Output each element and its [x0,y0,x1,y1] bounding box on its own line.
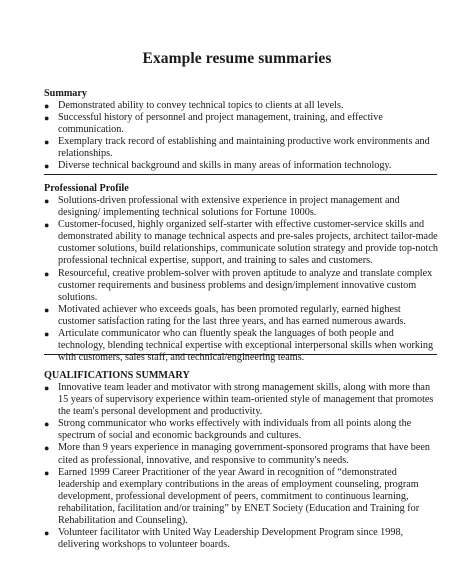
qualifications-list [44,382,439,551]
bullet-icon: ● [44,137,50,148]
bullet-icon: ● [44,161,50,172]
list-item: ● Articulate communicator who can fluently speak the languages of both people and technology, blending technical expertise with exceptional interpersonal skills when working with customers, sales staff, and technical/engineering teams. [44,328,434,364]
list-item: ● Successful history of personnel and project management, training, and effective communication. [44,112,383,136]
bullet-icon: ● [44,443,50,454]
list-item: ● Exemplary track record of establishing and maintaining productive work environments and relationships. [44,136,430,160]
page-title: Example resume summaries [142,50,332,67]
bullet-icon: ● [44,196,50,206]
section-qualifications-summary [44,370,439,551]
list-item: ● Innovative team leader and motivator with strong management skills, along with more than 15 years of supervisory experience within team-oriented style of management that promotes the team's personal development and productivity. [44,382,434,418]
profile-list [44,195,439,364]
bullet-icon: ● [44,113,50,124]
list-item: ● More than 9 years experience in managing government-sponsored programs that have been cited as professional, innovative, and responsive to community's needs. [44,442,430,466]
section-heading: QUALIFICATIONS SUMMARY [44,370,190,381]
bullet-icon: ● [44,329,50,340]
bullet-icon: ● [44,528,50,539]
bullet-icon: ● [44,268,50,279]
section-heading: Summary [44,88,88,99]
list-item: ● Strong communicator who works effectively with individuals from all points along the spectrum of social and economic backgrounds and cultures. [44,418,412,442]
section-heading: Professional Profile [44,183,129,194]
list-item: ● Volunteer facilitator with United Way Leadership Development Program since 1998, delivering workshops to volunteer boards. [44,527,404,551]
section-divider [44,174,437,175]
bullet-icon: ● [44,419,50,430]
list-item: ● Demonstrated ability to convey technical topics to clients at all levels. [44,100,344,111]
bullet-icon: ● [44,304,50,315]
bullet-icon: ● [44,383,50,393]
list-item: ● Diverse technical background and skills in many areas of information technology. [44,160,392,172]
bullet-icon: ● [44,467,50,478]
list-item: ● Earned 1999 Career Practitioner of the year Award in recognition of “demonstrated leadership and exemplary contributions in the areas of employment counseling, program development, professional development of peers, commitment to continuous learning, rehabilitation, facilitation and/or training” by ENET Society (Education and Training for Rehabilitation and Counseling). [44,466,420,527]
list-item: ● Customer-focused, highly organized self-starter with effective customer-service skills and demonstrated ability to manage technical aspects and pre-sales projects, architect tailor-made customer solutions, build relationships, communicate solution strategy and provide top-notch professional technical expertise, support, and training to sales and customers. [44,219,438,267]
section-divider [44,354,437,355]
bullet-icon: ● [44,220,50,231]
summary-list [44,100,439,173]
list-item: ● Resourceful, creative problem-solver with proven aptitude to analyze and translate complex customer requirements and business problems and design/implement innovative custom solutions. [44,267,433,303]
list-item: ● Solutions-driven professional with extensive experience in project management and designing/ implementing technical solutions for Fortune 1000s. [44,195,400,219]
section-summary [44,88,439,173]
bullet-icon: ● [44,101,50,111]
section-professional-profile [44,183,439,364]
list-item: ● Motivated achiever who exceeds goals, has been promoted regularly, earned highest customer satisfaction rating for the last three years, and has earned numerous awards. [44,303,406,327]
